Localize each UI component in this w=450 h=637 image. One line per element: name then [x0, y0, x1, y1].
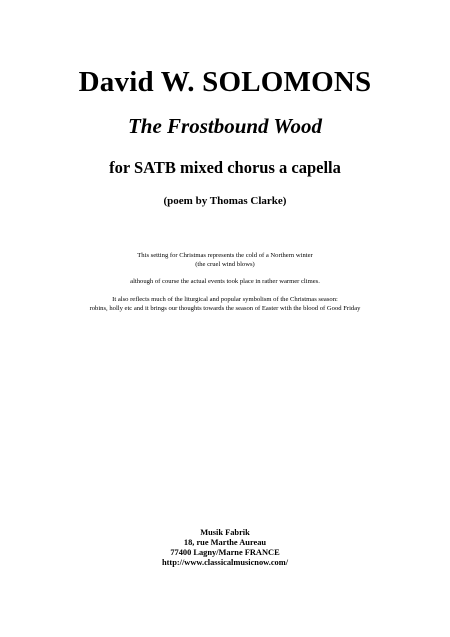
description-line: (the cruel wind blows) — [195, 261, 255, 268]
publisher-url[interactable]: http://www.classicalmusicnow.com/ — [161, 558, 289, 567]
description-line: robins, holly etc and it brings our thoughts towards the season of Easter with the blood of Good Friday — [89, 305, 361, 312]
instrumentation: for SATB mixed chorus a capella — [109, 158, 341, 177]
composer-name: David W. SOLOMONS — [78, 66, 372, 98]
poem-credit: (poem by Thomas Clarke) — [163, 195, 287, 207]
publisher-city: 77400 Lagny/Marne FRANCE — [170, 548, 280, 557]
publisher-street: 18, rue Marthe Aureau — [183, 538, 267, 547]
description-line: It also reflects much of the liturgical and popular symbolism of the Christmas season: — [112, 296, 338, 303]
description-line: although of course the actual events took place in rather warmer climes. — [130, 278, 320, 285]
description-line: This setting for Christmas represents the cold of a Northern winter — [137, 252, 313, 259]
publisher-name: Musik Fabrik — [200, 528, 250, 537]
work-title: The Frostbound Wood — [127, 114, 323, 138]
